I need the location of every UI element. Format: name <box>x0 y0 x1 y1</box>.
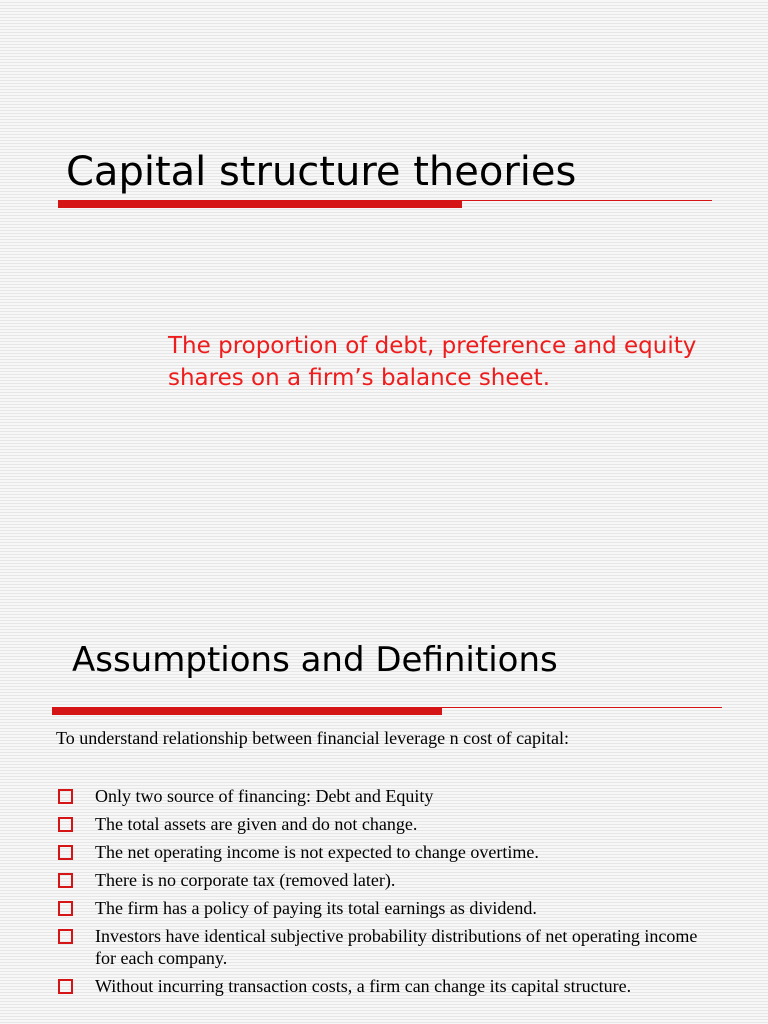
list-item-text: The firm has a policy of paying its total earnings as dividend. <box>95 898 537 918</box>
square-bullet-icon <box>58 845 73 860</box>
title-underline <box>52 707 722 719</box>
list-item-text: The net operating income is not expected to change overtime. <box>95 842 539 862</box>
assumption-list <box>56 785 716 1003</box>
list-item <box>56 897 716 919</box>
list-item-text: There is no corporate tax (removed later). <box>95 870 396 890</box>
slide-assumptions <box>0 560 768 1024</box>
list-item <box>56 975 716 997</box>
underline-thin-line <box>462 200 712 201</box>
underline-thick-bar <box>52 707 442 715</box>
list-item-text: The total assets are given and do not change. <box>95 814 418 834</box>
definition-text: The proportion of debt, preference and equity shares on a firm’s balance sheet. <box>168 333 697 391</box>
list-item-text: Only two source of financing: Debt and Equity <box>95 786 434 806</box>
square-bullet-icon <box>58 873 73 888</box>
underline-thin-line <box>442 707 722 708</box>
intro-text: To understand relationship between financial leverage n cost of capital: <box>56 728 570 748</box>
list-item <box>56 869 716 891</box>
list-item <box>56 841 716 863</box>
slide-title: Assumptions and Definitions <box>72 640 558 680</box>
list-item-text: Investors have identical subjective probability distributions of net operating income for each company. <box>95 926 698 968</box>
list-item <box>56 785 716 807</box>
list-item <box>56 813 716 835</box>
square-bullet-icon <box>58 789 73 804</box>
underline-thick-bar <box>58 200 462 208</box>
square-bullet-icon <box>58 817 73 832</box>
slide-title: Capital structure theories <box>66 149 577 195</box>
square-bullet-icon <box>58 979 73 994</box>
list-item <box>56 925 716 969</box>
title-underline <box>58 200 712 212</box>
square-bullet-icon <box>58 929 73 944</box>
square-bullet-icon <box>58 901 73 916</box>
list-item-text: Without incurring transaction costs, a firm can change its capital structure. <box>95 976 632 996</box>
